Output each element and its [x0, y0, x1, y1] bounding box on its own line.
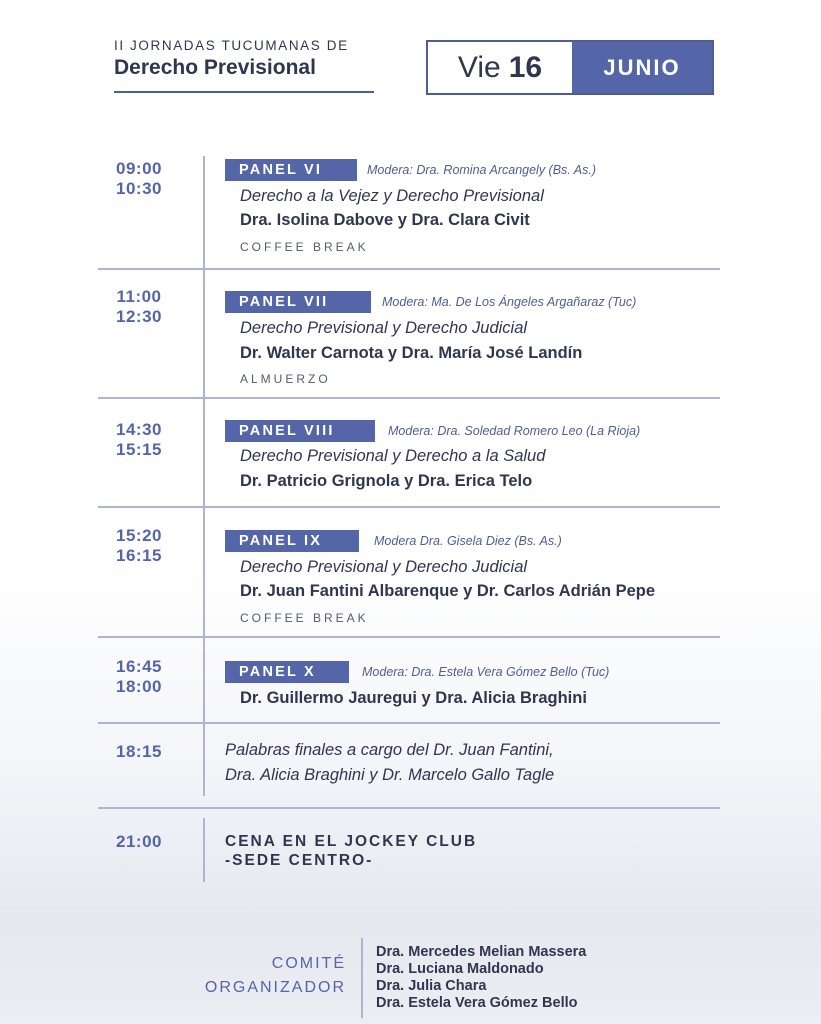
committee-member: Dra. Luciana Maldonado — [376, 961, 544, 977]
event-title: Derecho Previsional — [114, 56, 316, 79]
vertical-divider — [203, 156, 205, 268]
start-time: 09:00 — [116, 159, 162, 178]
committee-label-1: COMITÉ — [271, 955, 346, 972]
panel-badge: PANEL VIII — [225, 420, 375, 442]
session-speakers: Dr. Patricio Grignola y Dra. Erica Telo — [240, 472, 533, 490]
moderator: Modera: Dra. Romina Arcangely (Bs. As.) — [367, 163, 597, 177]
session-time — [98, 420, 180, 460]
session-topic: Derecho Previsional y Derecho a la Salud — [240, 447, 546, 465]
dinner-line-2: -SEDE CENTRO- — [225, 852, 374, 869]
vertical-divider — [203, 724, 205, 796]
vertical-divider — [203, 638, 205, 722]
committee-divider — [361, 938, 363, 1018]
date-day — [428, 42, 572, 93]
end-time: 10:30 — [116, 179, 162, 198]
start-time: 15:20 — [116, 526, 162, 545]
break-label: COFFEE BREAK — [240, 240, 369, 254]
session-speakers: Dr. Guillermo Jauregui y Dra. Alicia Braghini — [240, 689, 587, 707]
panel-badge: PANEL VII — [225, 291, 371, 313]
divider — [98, 722, 720, 724]
session-time — [98, 526, 180, 566]
event-subtitle: II JORNADAS TUCUMANAS DE — [114, 38, 349, 53]
panel-badge: PANEL IX — [225, 530, 359, 552]
end-time: 12:30 — [116, 307, 162, 326]
divider — [98, 636, 720, 638]
session-time — [98, 287, 180, 327]
moderator: Modera: Dra. Soledad Romero Leo (La Rioja) — [388, 424, 641, 438]
end-time: 18:00 — [116, 677, 162, 696]
session-speakers: Dra. Isolina Dabove y Dra. Clara Civit — [240, 211, 530, 229]
dinner-time: 21:00 — [116, 832, 162, 851]
day-name: Vie — [457, 50, 501, 84]
committee-member: Dra. Estela Vera Gómez Bello — [376, 995, 578, 1011]
vertical-divider — [203, 270, 205, 397]
break-label: ALMUERZO — [240, 372, 331, 386]
committee-member: Dra. Mercedes Melian Massera — [376, 944, 587, 960]
start-time: 11:00 — [116, 287, 162, 306]
end-time: 15:15 — [116, 440, 162, 459]
session-speakers: Dr. Juan Fantini Albarenque y Dr. Carlos Adrián Pepe — [240, 582, 656, 600]
vertical-divider — [203, 508, 205, 636]
title-underline — [114, 91, 374, 93]
panel-badge: PANEL VI — [225, 159, 357, 181]
vertical-divider — [203, 818, 205, 882]
moderator: Modera: Ma. De Los Ángeles Argañaraz (Tuc) — [382, 295, 637, 309]
divider — [98, 506, 720, 508]
committee-member: Dra. Julia Chara — [376, 978, 487, 994]
closing-line-1: Palabras finales a cargo del Dr. Juan Fantini, — [225, 741, 554, 759]
session-time — [98, 159, 180, 199]
moderator: Modera Dra. Gisela Diez (Bs. As.) — [374, 534, 562, 548]
closing-time: 18:15 — [116, 742, 162, 761]
session-time — [98, 657, 180, 697]
day-number: 16 — [508, 50, 543, 84]
date-month: JUNIO — [572, 42, 712, 93]
date-box — [426, 40, 714, 95]
session-topic: Derecho Previsional y Derecho Judicial — [240, 319, 528, 337]
moderator: Modera: Dra. Estela Vera Gómez Bello (Tuc) — [362, 665, 610, 679]
session-topic: Derecho Previsional y Derecho Judicial — [240, 558, 528, 576]
session-topic: Derecho a la Vejez y Derecho Previsional — [240, 187, 544, 205]
panel-badge: PANEL X — [225, 661, 349, 683]
start-time: 14:30 — [116, 420, 162, 439]
session-speakers: Dr. Walter Carnota y Dra. María José Landín — [240, 344, 583, 362]
vertical-divider — [203, 399, 205, 506]
divider — [98, 807, 720, 809]
break-label: COFFEE BREAK — [240, 611, 369, 625]
divider — [98, 268, 720, 270]
start-time: 16:45 — [116, 657, 162, 676]
divider — [98, 397, 720, 399]
committee-label-2: ORGANIZADOR — [204, 979, 346, 996]
dinner-line-1: CENA EN EL JOCKEY CLUB — [225, 833, 478, 850]
closing-line-2: Dra. Alicia Braghini y Dr. Marcelo Gallo Tagle — [225, 766, 555, 784]
end-time: 16:15 — [116, 546, 162, 565]
